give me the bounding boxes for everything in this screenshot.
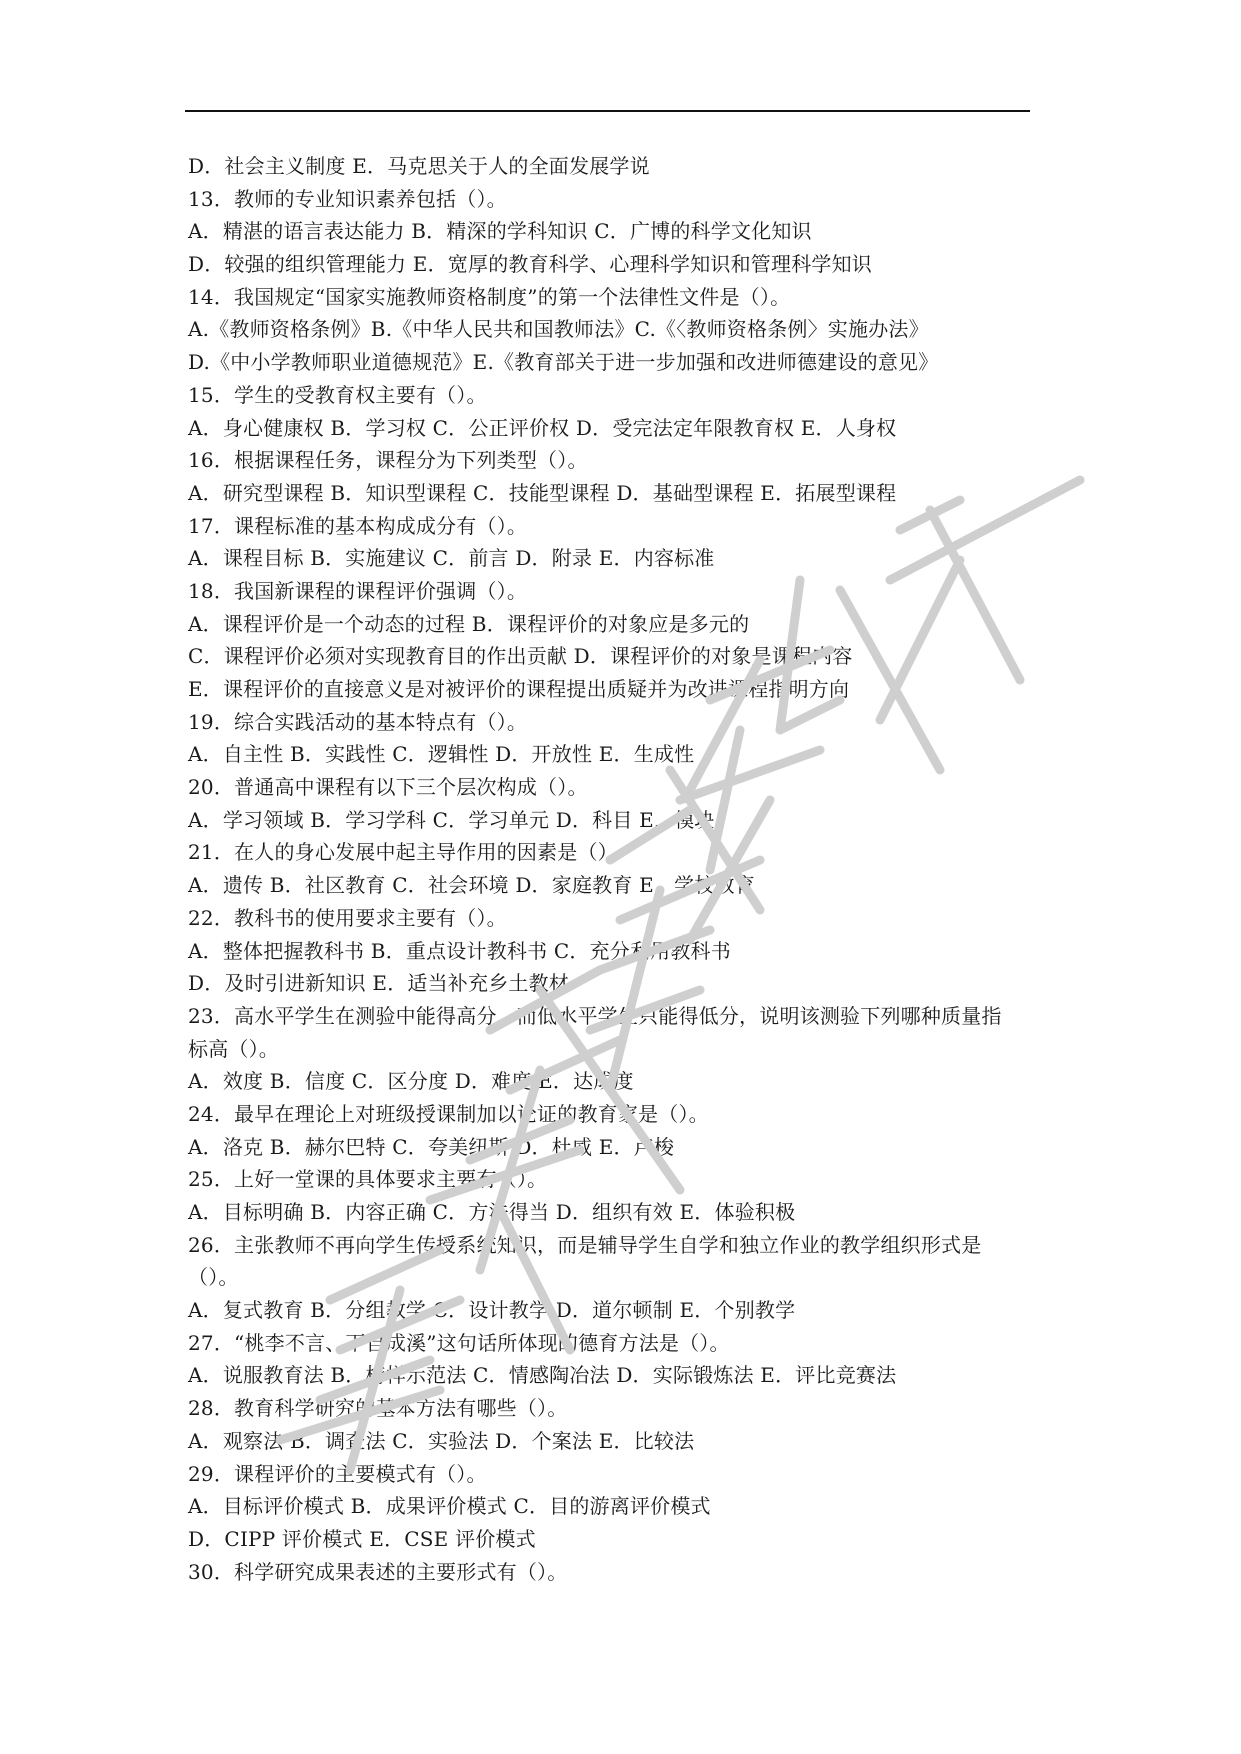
question-23: 23．高水平学生在测验中能得高分，而低水平学生只能得低分，说明该测验下列哪种质量指 xyxy=(188,1003,1002,1028)
question-28: 28．教育科学研究的基本方法有哪些（）。 xyxy=(188,1396,568,1421)
options-line: A．目标评价模式 B．成果评价模式 C．目的游离评价模式 xyxy=(188,1494,711,1519)
question-23-continued: 标高（）。 xyxy=(188,1036,279,1061)
question-17: 17．课程标准的基本构成成分有（）。 xyxy=(188,513,528,538)
question-25: 25．上好一堂课的具体要求主要有（）。 xyxy=(188,1167,548,1192)
header-rule xyxy=(185,110,1030,112)
options-line: D．及时引进新知识 E．适当补充乡土教材 xyxy=(188,971,569,996)
options-line: C．课程评价必须对实现教育目的作出贡献 D．课程评价的对象是课程内容 xyxy=(188,644,853,669)
question-27: 27．“桃李不言、下自成溪”这句话所体现的德育方法是（）。 xyxy=(188,1330,730,1355)
options-line: D.《中小学教师职业道德规范》E.《教育部关于进一步加强和改进师德建设的意见》 xyxy=(188,350,939,375)
question-15: 15．学生的受教育权主要有（）。 xyxy=(188,382,487,407)
options-line: A．洛克 B．赫尔巴特 C．夸美纽斯 D．杜威 E．卢梭 xyxy=(188,1134,675,1159)
question-30: 30．科学研究成果表述的主要形式有（）。 xyxy=(188,1559,568,1584)
options-line: A．复式教育 B．分组教学 C．设计教学 D．道尔顿制 E．个别教学 xyxy=(188,1298,796,1323)
options-line: A．观察法 B．调查法 C．实验法 D．个案法 E．比较法 xyxy=(188,1428,695,1453)
question-24: 24．最早在理论上对班级授课制加以论证的教育家是（）。 xyxy=(188,1101,709,1126)
question-14: 14．我国规定“国家实施教师资格制度”的第一个法律性文件是（）。 xyxy=(188,284,791,309)
options-line: A．自主性 B．实践性 C．逻辑性 D．开放性 E．生成性 xyxy=(188,742,695,767)
question-22: 22．教科书的使用要求主要有（）。 xyxy=(188,905,507,930)
options-line: A．身心健康权 B．学习权 C．公正评价权 D．受完法定年限教育权 E．人身权 xyxy=(188,415,897,440)
options-line: A．研究型课程 B．知识型课程 C．技能型课程 D．基础型课程 E．拓展型课程 xyxy=(188,480,897,505)
options-line: A．效度 B．信度 C．区分度 D．难度 E．达成度 xyxy=(188,1069,634,1094)
options-line: A．目标明确 B．内容正确 C．方法得当 D．组织有效 E．体验积极 xyxy=(188,1200,796,1224)
question-21: 21．在人的身心发展中起主导作用的因素是（）。 xyxy=(188,840,629,865)
question-20: 20．普通高中课程有以下三个层次构成（）。 xyxy=(188,775,588,800)
options-line: A．精湛的语言表达能力 B．精深的学科知识 C．广博的科学文化知识 xyxy=(188,219,812,244)
options-line: A.《教师资格条例》B.《中华人民共和国教师法》C.《〈教师资格条例〉实施办法》 xyxy=(188,317,929,342)
question-16: 16．根据课程任务，课程分为下列类型（）。 xyxy=(188,448,588,473)
options-line: D．较强的组织管理能力 E．宽厚的教育科学、心理科学知识和管理科学知识 xyxy=(188,252,872,277)
options-line: A．整体把握教科书 B．重点设计教科书 C．充分利用教科书 xyxy=(188,938,731,963)
question-list xyxy=(188,150,1058,1588)
question-29: 29．课程评价的主要模式有（）。 xyxy=(188,1461,487,1486)
question-13: 13．教师的专业知识素养包括（）。 xyxy=(188,186,507,211)
options-line: A．说服教育法 B．榜样示范法 C．情感陶冶法 D．实际锻炼法 E．评比竞赛法 xyxy=(188,1363,897,1388)
question-26: 26．主张教师不再向学生传授系统知识，而是辅导学生自学和独立作业的教学组织形式是 xyxy=(188,1232,982,1257)
question-19: 19．综合实践活动的基本特点有（）。 xyxy=(188,709,528,734)
options-line: A．课程目标 B．实施建议 C．前言 D．附录 E．内容标准 xyxy=(188,546,715,571)
options-line: A．课程评价是一个动态的过程 B．课程评价的对象应是多元的 xyxy=(188,611,750,636)
question-26-continued: （）。 xyxy=(188,1265,239,1290)
text-line: D．社会主义制度 E．马克思关于人的全面发展学说 xyxy=(188,154,650,178)
options-line: A．学习领域 B．学习学科 C．学习单元 D．科目 E．模块 xyxy=(188,807,715,832)
options-line: A．遗传 B．社区教育 C．社会环境 D．家庭教育 E．学校教育 xyxy=(188,873,755,898)
options-line: E．课程评价的直接意义是对被评价的课程提出质疑并为改进课程指明方向 xyxy=(188,677,850,701)
options-line: D．CIPP 评价模式 E．CSE 评价模式 xyxy=(188,1526,536,1551)
question-18: 18．我国新课程的课程评价强调（）。 xyxy=(188,578,528,603)
